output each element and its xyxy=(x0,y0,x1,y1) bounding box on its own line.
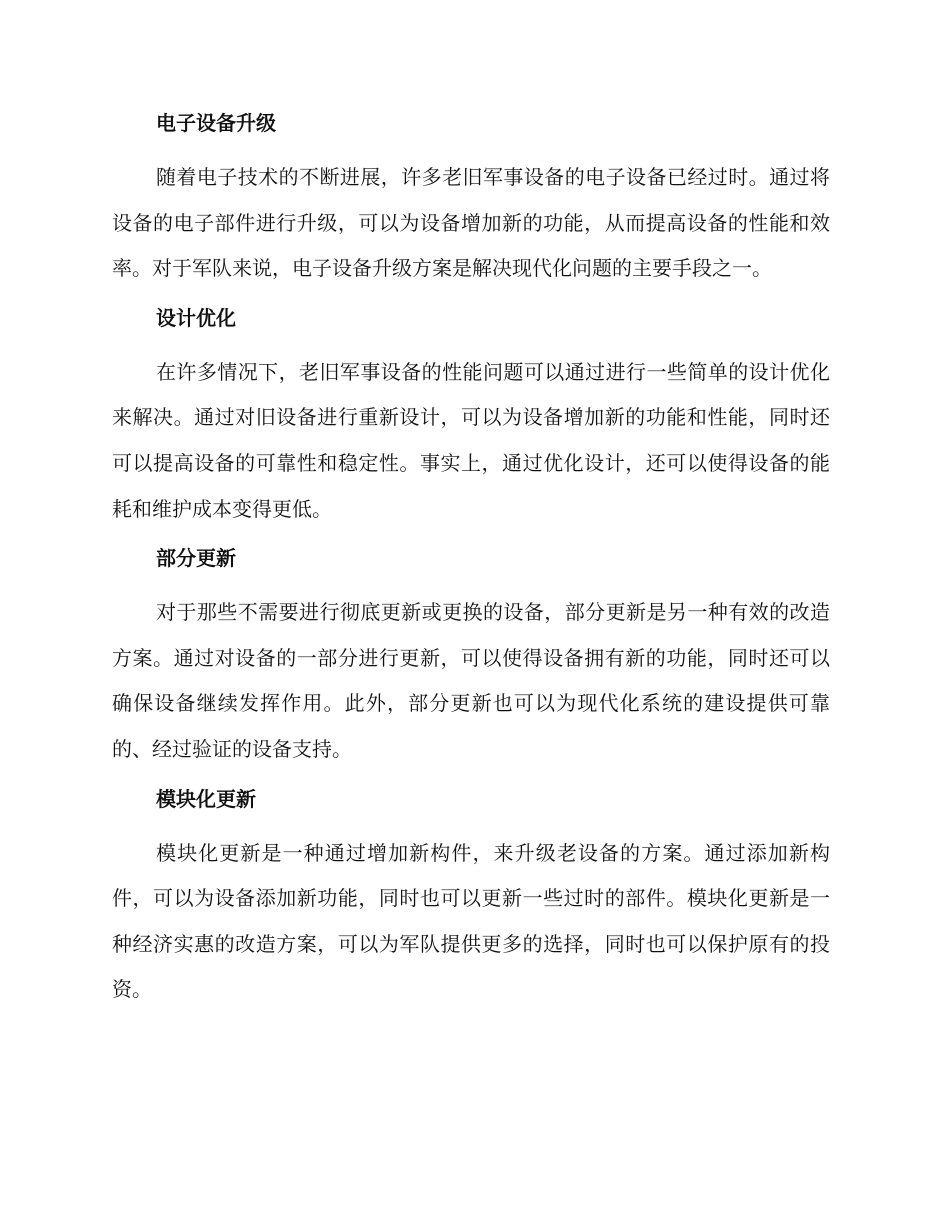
section-design-optimization xyxy=(112,303,830,532)
section-paragraph: 模块化更新是一种通过增加新构件，来升级老设备的方案。通过添加新构件，可以为设备添加新功能，同时也可以更新一些过时的部件。模块化更新是一种经济实惠的改造方案，可以为军队提供更多的选择，同时也可以保护原有的投资。 xyxy=(112,840,830,1002)
document-page xyxy=(112,108,830,1024)
section-paragraph: 随着电子技术的不断进展，许多老旧军事设备的电子设备已经过时。通过将设备的电子部件进行升级，可以为设备增加新的功能，从而提高设备的性能和效率。对于军队来说，电子设备升级方案是解决现代化问题的主要手段之一。 xyxy=(112,165,830,281)
section-electronic-upgrade xyxy=(112,108,830,292)
section-heading: 部分更新 xyxy=(156,546,236,571)
section-partial-update xyxy=(112,543,830,772)
section-paragraph: 在许多情况下，老旧军事设备的性能问题可以通过进行一些简单的设计优化来解决。通过对旧设备进行重新设计，可以为设备增加新的功能和性能，同时还可以提高设备的可靠性和稳定性。事实上，通过优化设计，还可以使得设备的能耗和维护成本变得更低。 xyxy=(112,359,830,521)
section-heading: 电子设备升级 xyxy=(156,111,276,135)
section-paragraph: 对于那些不需要进行彻底更新或更换的设备，部分更新是另一种有效的改造方案。通过对设备的一部分进行更新，可以使得设备拥有新的功能，同时还可以确保设备继续发挥作用。此外，部分更新也可以为现代化系统的建设提供可靠的、经过验证的设备支持。 xyxy=(112,600,830,761)
section-heading: 设计优化 xyxy=(156,305,236,330)
section-modular-update xyxy=(112,784,830,1013)
section-heading: 模块化更新 xyxy=(156,786,256,811)
